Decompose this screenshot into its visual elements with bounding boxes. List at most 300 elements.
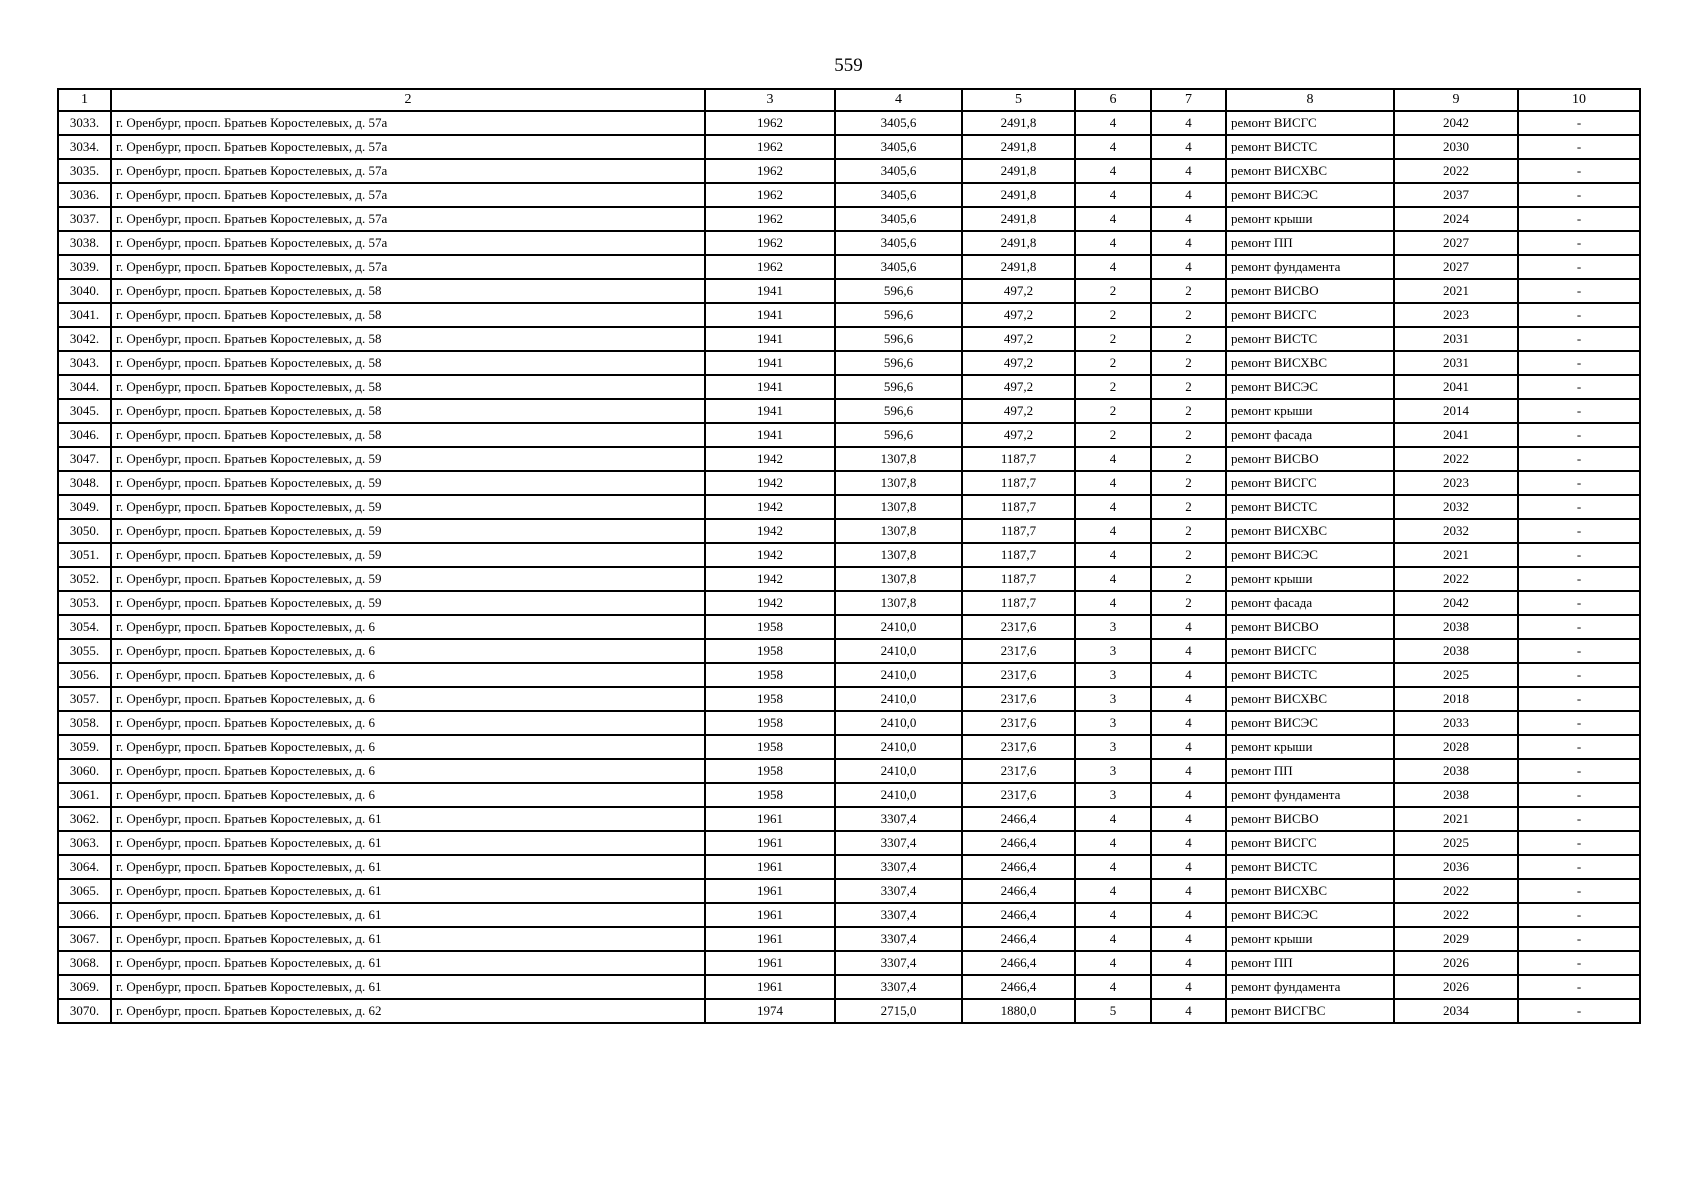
note-cell: - <box>1518 543 1640 567</box>
note-cell: - <box>1518 951 1640 975</box>
total-area-cell: 3307,4 <box>835 855 962 879</box>
total-area-cell: 3405,6 <box>835 207 962 231</box>
living-area-cell: 2317,6 <box>962 783 1075 807</box>
entrances-cell: 2 <box>1151 399 1226 423</box>
work-type-cell: ремонт ВИСЭС <box>1226 903 1394 927</box>
year-built-cell: 1958 <box>705 759 835 783</box>
address-cell: г. Оренбург, просп. Братьев Коростелевых, д. 57а <box>111 135 705 159</box>
total-area-cell: 3307,4 <box>835 927 962 951</box>
work-type-cell: ремонт ВИСХВС <box>1226 687 1394 711</box>
total-area-cell: 1307,8 <box>835 543 962 567</box>
work-type-cell: ремонт крыши <box>1226 207 1394 231</box>
total-area-cell: 3307,4 <box>835 831 962 855</box>
living-area-cell: 2466,4 <box>962 855 1075 879</box>
living-area-cell: 2317,6 <box>962 687 1075 711</box>
table-row <box>58 879 1640 903</box>
address-cell: г. Оренбург, просп. Братьев Коростелевых, д. 6 <box>111 687 705 711</box>
total-area-cell: 3405,6 <box>835 159 962 183</box>
total-area-cell: 3405,6 <box>835 111 962 135</box>
floors-cell: 2 <box>1075 375 1151 399</box>
total-area-cell: 2410,0 <box>835 639 962 663</box>
living-area-cell: 2491,8 <box>962 207 1075 231</box>
planned-year-cell: 2042 <box>1394 591 1518 615</box>
note-cell: - <box>1518 975 1640 999</box>
note-cell: - <box>1518 855 1640 879</box>
row-number-cell: 3061. <box>58 783 111 807</box>
repair-schedule-table <box>57 88 1641 1024</box>
entrances-cell: 4 <box>1151 927 1226 951</box>
total-area-cell: 3405,6 <box>835 135 962 159</box>
planned-year-cell: 2021 <box>1394 543 1518 567</box>
table-row <box>58 351 1640 375</box>
total-area-cell: 1307,8 <box>835 447 962 471</box>
total-area-cell: 596,6 <box>835 327 962 351</box>
planned-year-cell: 2014 <box>1394 399 1518 423</box>
planned-year-cell: 2022 <box>1394 159 1518 183</box>
planned-year-cell: 2026 <box>1394 975 1518 999</box>
total-area-cell: 3307,4 <box>835 807 962 831</box>
row-number-cell: 3054. <box>58 615 111 639</box>
entrances-cell: 4 <box>1151 159 1226 183</box>
year-built-cell: 1941 <box>705 327 835 351</box>
row-number-cell: 3058. <box>58 711 111 735</box>
living-area-cell: 2491,8 <box>962 255 1075 279</box>
work-type-cell: ремонт ВИСХВС <box>1226 351 1394 375</box>
work-type-cell: ремонт ВИСВО <box>1226 807 1394 831</box>
planned-year-cell: 2038 <box>1394 615 1518 639</box>
year-built-cell: 1958 <box>705 711 835 735</box>
table-row <box>58 615 1640 639</box>
year-built-cell: 1961 <box>705 951 835 975</box>
table-row <box>58 639 1640 663</box>
note-cell: - <box>1518 999 1640 1023</box>
year-built-cell: 1941 <box>705 423 835 447</box>
floors-cell: 4 <box>1075 255 1151 279</box>
year-built-cell: 1958 <box>705 615 835 639</box>
planned-year-cell: 2032 <box>1394 519 1518 543</box>
year-built-cell: 1941 <box>705 351 835 375</box>
planned-year-cell: 2041 <box>1394 375 1518 399</box>
address-cell: г. Оренбург, просп. Братьев Коростелевых, д. 61 <box>111 879 705 903</box>
floors-cell: 4 <box>1075 183 1151 207</box>
living-area-cell: 2466,4 <box>962 807 1075 831</box>
table-row <box>58 159 1640 183</box>
note-cell: - <box>1518 711 1640 735</box>
planned-year-cell: 2025 <box>1394 831 1518 855</box>
entrances-cell: 2 <box>1151 567 1226 591</box>
table-row <box>58 903 1640 927</box>
floors-cell: 3 <box>1075 759 1151 783</box>
floors-cell: 4 <box>1075 807 1151 831</box>
row-number-cell: 3044. <box>58 375 111 399</box>
row-number-cell: 3070. <box>58 999 111 1023</box>
address-cell: г. Оренбург, просп. Братьев Коростелевых, д. 57а <box>111 231 705 255</box>
year-built-cell: 1962 <box>705 111 835 135</box>
table-row <box>58 975 1640 999</box>
row-number-cell: 3033. <box>58 111 111 135</box>
column-header: 6 <box>1075 89 1151 111</box>
planned-year-cell: 2023 <box>1394 471 1518 495</box>
work-type-cell: ремонт ВИСГС <box>1226 831 1394 855</box>
floors-cell: 4 <box>1075 111 1151 135</box>
note-cell: - <box>1518 231 1640 255</box>
work-type-cell: ремонт ВИСХВС <box>1226 159 1394 183</box>
address-cell: г. Оренбург, просп. Братьев Коростелевых, д. 58 <box>111 279 705 303</box>
work-type-cell: ремонт ВИСГС <box>1226 639 1394 663</box>
entrances-cell: 4 <box>1151 183 1226 207</box>
note-cell: - <box>1518 183 1640 207</box>
planned-year-cell: 2022 <box>1394 447 1518 471</box>
planned-year-cell: 2028 <box>1394 735 1518 759</box>
table-row <box>58 207 1640 231</box>
living-area-cell: 2466,4 <box>962 831 1075 855</box>
floors-cell: 4 <box>1075 903 1151 927</box>
note-cell: - <box>1518 111 1640 135</box>
living-area-cell: 2466,4 <box>962 903 1075 927</box>
living-area-cell: 1880,0 <box>962 999 1075 1023</box>
year-built-cell: 1961 <box>705 831 835 855</box>
entrances-cell: 2 <box>1151 303 1226 327</box>
entrances-cell: 4 <box>1151 999 1226 1023</box>
work-type-cell: ремонт фасада <box>1226 423 1394 447</box>
year-built-cell: 1962 <box>705 207 835 231</box>
planned-year-cell: 2031 <box>1394 351 1518 375</box>
address-cell: г. Оренбург, просп. Братьев Коростелевых, д. 57а <box>111 159 705 183</box>
work-type-cell: ремонт крыши <box>1226 399 1394 423</box>
address-cell: г. Оренбург, просп. Братьев Коростелевых, д. 6 <box>111 711 705 735</box>
total-area-cell: 2410,0 <box>835 687 962 711</box>
entrances-cell: 4 <box>1151 711 1226 735</box>
row-number-cell: 3049. <box>58 495 111 519</box>
row-number-cell: 3042. <box>58 327 111 351</box>
planned-year-cell: 2030 <box>1394 135 1518 159</box>
address-cell: г. Оренбург, просп. Братьев Коростелевых, д. 61 <box>111 831 705 855</box>
address-cell: г. Оренбург, просп. Братьев Коростелевых, д. 61 <box>111 807 705 831</box>
total-area-cell: 2410,0 <box>835 711 962 735</box>
living-area-cell: 2317,6 <box>962 735 1075 759</box>
entrances-cell: 2 <box>1151 471 1226 495</box>
column-header: 10 <box>1518 89 1640 111</box>
note-cell: - <box>1518 447 1640 471</box>
floors-cell: 4 <box>1075 975 1151 999</box>
address-cell: г. Оренбург, просп. Братьев Коростелевых, д. 58 <box>111 303 705 327</box>
year-built-cell: 1958 <box>705 663 835 687</box>
address-cell: г. Оренбург, просп. Братьев Коростелевых, д. 58 <box>111 423 705 447</box>
living-area-cell: 2466,4 <box>962 975 1075 999</box>
entrances-cell: 4 <box>1151 663 1226 687</box>
floors-cell: 3 <box>1075 783 1151 807</box>
planned-year-cell: 2027 <box>1394 231 1518 255</box>
entrances-cell: 2 <box>1151 351 1226 375</box>
work-type-cell: ремонт ВИСЭС <box>1226 183 1394 207</box>
planned-year-cell: 2031 <box>1394 327 1518 351</box>
note-cell: - <box>1518 423 1640 447</box>
table-row <box>58 375 1640 399</box>
row-number-cell: 3040. <box>58 279 111 303</box>
year-built-cell: 1974 <box>705 999 835 1023</box>
planned-year-cell: 2026 <box>1394 951 1518 975</box>
planned-year-cell: 2042 <box>1394 111 1518 135</box>
total-area-cell: 2410,0 <box>835 735 962 759</box>
year-built-cell: 1962 <box>705 231 835 255</box>
year-built-cell: 1941 <box>705 399 835 423</box>
table-row <box>58 591 1640 615</box>
table-row <box>58 303 1640 327</box>
living-area-cell: 1187,7 <box>962 519 1075 543</box>
work-type-cell: ремонт фундамента <box>1226 255 1394 279</box>
planned-year-cell: 2021 <box>1394 279 1518 303</box>
address-cell: г. Оренбург, просп. Братьев Коростелевых, д. 6 <box>111 783 705 807</box>
work-type-cell: ремонт крыши <box>1226 735 1394 759</box>
work-type-cell: ремонт ВИСГС <box>1226 303 1394 327</box>
work-type-cell: ремонт ВИСТС <box>1226 495 1394 519</box>
note-cell: - <box>1518 159 1640 183</box>
living-area-cell: 497,2 <box>962 303 1075 327</box>
living-area-cell: 497,2 <box>962 279 1075 303</box>
floors-cell: 2 <box>1075 351 1151 375</box>
floors-cell: 3 <box>1075 639 1151 663</box>
year-built-cell: 1942 <box>705 447 835 471</box>
total-area-cell: 1307,8 <box>835 495 962 519</box>
year-built-cell: 1942 <box>705 543 835 567</box>
planned-year-cell: 2018 <box>1394 687 1518 711</box>
planned-year-cell: 2038 <box>1394 759 1518 783</box>
floors-cell: 2 <box>1075 399 1151 423</box>
living-area-cell: 2491,8 <box>962 135 1075 159</box>
living-area-cell: 2317,6 <box>962 663 1075 687</box>
note-cell: - <box>1518 831 1640 855</box>
year-built-cell: 1958 <box>705 687 835 711</box>
year-built-cell: 1942 <box>705 471 835 495</box>
floors-cell: 4 <box>1075 567 1151 591</box>
table-row <box>58 711 1640 735</box>
work-type-cell: ремонт ВИСХВС <box>1226 879 1394 903</box>
year-built-cell: 1942 <box>705 495 835 519</box>
work-type-cell: ремонт ПП <box>1226 951 1394 975</box>
address-cell: г. Оренбург, просп. Братьев Коростелевых, д. 59 <box>111 591 705 615</box>
table-row <box>58 231 1640 255</box>
note-cell: - <box>1518 327 1640 351</box>
total-area-cell: 3307,4 <box>835 975 962 999</box>
note-cell: - <box>1518 639 1640 663</box>
living-area-cell: 2491,8 <box>962 111 1075 135</box>
table-row <box>58 663 1640 687</box>
table-row <box>58 255 1640 279</box>
address-cell: г. Оренбург, просп. Братьев Коростелевых, д. 6 <box>111 735 705 759</box>
address-cell: г. Оренбург, просп. Братьев Коростелевых, д. 61 <box>111 975 705 999</box>
table-row <box>58 471 1640 495</box>
address-cell: г. Оренбург, просп. Братьев Коростелевых, д. 6 <box>111 639 705 663</box>
entrances-cell: 4 <box>1151 255 1226 279</box>
table-row <box>58 759 1640 783</box>
table-row <box>58 807 1640 831</box>
row-number-cell: 3034. <box>58 135 111 159</box>
address-cell: г. Оренбург, просп. Братьев Коростелевых, д. 61 <box>111 927 705 951</box>
address-cell: г. Оренбург, просп. Братьев Коростелевых, д. 57а <box>111 207 705 231</box>
floors-cell: 4 <box>1075 519 1151 543</box>
entrances-cell: 4 <box>1151 111 1226 135</box>
work-type-cell: ремонт ВИСТС <box>1226 855 1394 879</box>
entrances-cell: 4 <box>1151 759 1226 783</box>
living-area-cell: 497,2 <box>962 399 1075 423</box>
address-cell: г. Оренбург, просп. Братьев Коростелевых, д. 58 <box>111 375 705 399</box>
note-cell: - <box>1518 591 1640 615</box>
entrances-cell: 4 <box>1151 639 1226 663</box>
column-header: 2 <box>111 89 705 111</box>
address-cell: г. Оренбург, просп. Братьев Коростелевых, д. 59 <box>111 567 705 591</box>
work-type-cell: ремонт ВИСТС <box>1226 135 1394 159</box>
total-area-cell: 1307,8 <box>835 519 962 543</box>
year-built-cell: 1942 <box>705 567 835 591</box>
note-cell: - <box>1518 135 1640 159</box>
total-area-cell: 3405,6 <box>835 231 962 255</box>
year-built-cell: 1941 <box>705 375 835 399</box>
note-cell: - <box>1518 519 1640 543</box>
table-row <box>58 399 1640 423</box>
planned-year-cell: 2022 <box>1394 879 1518 903</box>
living-area-cell: 1187,7 <box>962 591 1075 615</box>
year-built-cell: 1961 <box>705 903 835 927</box>
floors-cell: 4 <box>1075 159 1151 183</box>
entrances-cell: 2 <box>1151 375 1226 399</box>
total-area-cell: 596,6 <box>835 303 962 327</box>
floors-cell: 2 <box>1075 303 1151 327</box>
row-number-cell: 3051. <box>58 543 111 567</box>
address-cell: г. Оренбург, просп. Братьев Коростелевых, д. 61 <box>111 951 705 975</box>
table-row <box>58 735 1640 759</box>
living-area-cell: 1187,7 <box>962 567 1075 591</box>
planned-year-cell: 2036 <box>1394 855 1518 879</box>
year-built-cell: 1961 <box>705 879 835 903</box>
planned-year-cell: 2022 <box>1394 903 1518 927</box>
table-row <box>58 831 1640 855</box>
living-area-cell: 2317,6 <box>962 639 1075 663</box>
column-header: 4 <box>835 89 962 111</box>
total-area-cell: 1307,8 <box>835 471 962 495</box>
year-built-cell: 1961 <box>705 807 835 831</box>
row-number-cell: 3068. <box>58 951 111 975</box>
table-row <box>58 183 1640 207</box>
work-type-cell: ремонт фасада <box>1226 591 1394 615</box>
row-number-cell: 3041. <box>58 303 111 327</box>
planned-year-cell: 2038 <box>1394 639 1518 663</box>
total-area-cell: 596,6 <box>835 375 962 399</box>
note-cell: - <box>1518 399 1640 423</box>
row-number-cell: 3053. <box>58 591 111 615</box>
total-area-cell: 3307,4 <box>835 951 962 975</box>
entrances-cell: 4 <box>1151 783 1226 807</box>
total-area-cell: 596,6 <box>835 351 962 375</box>
floors-cell: 3 <box>1075 615 1151 639</box>
planned-year-cell: 2021 <box>1394 807 1518 831</box>
floors-cell: 4 <box>1075 927 1151 951</box>
table-body <box>58 111 1640 1023</box>
work-type-cell: ремонт ВИСЭС <box>1226 711 1394 735</box>
living-area-cell: 1187,7 <box>962 471 1075 495</box>
work-type-cell: ремонт ВИСТС <box>1226 327 1394 351</box>
floors-cell: 4 <box>1075 951 1151 975</box>
table-row <box>58 783 1640 807</box>
planned-year-cell: 2032 <box>1394 495 1518 519</box>
floors-cell: 3 <box>1075 711 1151 735</box>
work-type-cell: ремонт ВИСГВС <box>1226 999 1394 1023</box>
address-cell: г. Оренбург, просп. Братьев Коростелевых, д. 59 <box>111 519 705 543</box>
year-built-cell: 1962 <box>705 135 835 159</box>
planned-year-cell: 2029 <box>1394 927 1518 951</box>
floors-cell: 4 <box>1075 231 1151 255</box>
address-cell: г. Оренбург, просп. Братьев Коростелевых, д. 6 <box>111 759 705 783</box>
work-type-cell: ремонт ВИСЭС <box>1226 543 1394 567</box>
row-number-cell: 3065. <box>58 879 111 903</box>
row-number-cell: 3062. <box>58 807 111 831</box>
floors-cell: 4 <box>1075 471 1151 495</box>
note-cell: - <box>1518 879 1640 903</box>
note-cell: - <box>1518 255 1640 279</box>
living-area-cell: 497,2 <box>962 327 1075 351</box>
planned-year-cell: 2033 <box>1394 711 1518 735</box>
address-cell: г. Оренбург, просп. Братьев Коростелевых, д. 58 <box>111 327 705 351</box>
note-cell: - <box>1518 687 1640 711</box>
floors-cell: 4 <box>1075 591 1151 615</box>
floors-cell: 4 <box>1075 447 1151 471</box>
table-row <box>58 447 1640 471</box>
floors-cell: 3 <box>1075 687 1151 711</box>
floors-cell: 3 <box>1075 735 1151 759</box>
living-area-cell: 2491,8 <box>962 231 1075 255</box>
living-area-cell: 2466,4 <box>962 927 1075 951</box>
total-area-cell: 2410,0 <box>835 615 962 639</box>
entrances-cell: 4 <box>1151 135 1226 159</box>
address-cell: г. Оренбург, просп. Братьев Коростелевых, д. 57а <box>111 255 705 279</box>
total-area-cell: 2410,0 <box>835 663 962 687</box>
living-area-cell: 2466,4 <box>962 879 1075 903</box>
note-cell: - <box>1518 783 1640 807</box>
column-header: 7 <box>1151 89 1226 111</box>
note-cell: - <box>1518 303 1640 327</box>
living-area-cell: 2317,6 <box>962 615 1075 639</box>
floors-cell: 4 <box>1075 831 1151 855</box>
address-cell: г. Оренбург, просп. Братьев Коростелевых, д. 6 <box>111 615 705 639</box>
row-number-cell: 3047. <box>58 447 111 471</box>
column-header: 5 <box>962 89 1075 111</box>
floors-cell: 2 <box>1075 279 1151 303</box>
floors-cell: 4 <box>1075 855 1151 879</box>
row-number-cell: 3039. <box>58 255 111 279</box>
address-cell: г. Оренбург, просп. Братьев Коростелевых, д. 59 <box>111 495 705 519</box>
row-number-cell: 3056. <box>58 663 111 687</box>
work-type-cell: ремонт крыши <box>1226 567 1394 591</box>
row-number-cell: 3048. <box>58 471 111 495</box>
entrances-cell: 4 <box>1151 903 1226 927</box>
planned-year-cell: 2037 <box>1394 183 1518 207</box>
total-area-cell: 596,6 <box>835 279 962 303</box>
year-built-cell: 1962 <box>705 255 835 279</box>
total-area-cell: 2715,0 <box>835 999 962 1023</box>
entrances-cell: 4 <box>1151 207 1226 231</box>
year-built-cell: 1961 <box>705 855 835 879</box>
total-area-cell: 3405,6 <box>835 255 962 279</box>
living-area-cell: 1187,7 <box>962 495 1075 519</box>
year-built-cell: 1961 <box>705 975 835 999</box>
floors-cell: 2 <box>1075 423 1151 447</box>
note-cell: - <box>1518 351 1640 375</box>
column-header: 8 <box>1226 89 1394 111</box>
floors-cell: 2 <box>1075 327 1151 351</box>
year-built-cell: 1941 <box>705 303 835 327</box>
entrances-cell: 2 <box>1151 423 1226 447</box>
row-number-cell: 3050. <box>58 519 111 543</box>
address-cell: г. Оренбург, просп. Братьев Коростелевых, д. 58 <box>111 399 705 423</box>
